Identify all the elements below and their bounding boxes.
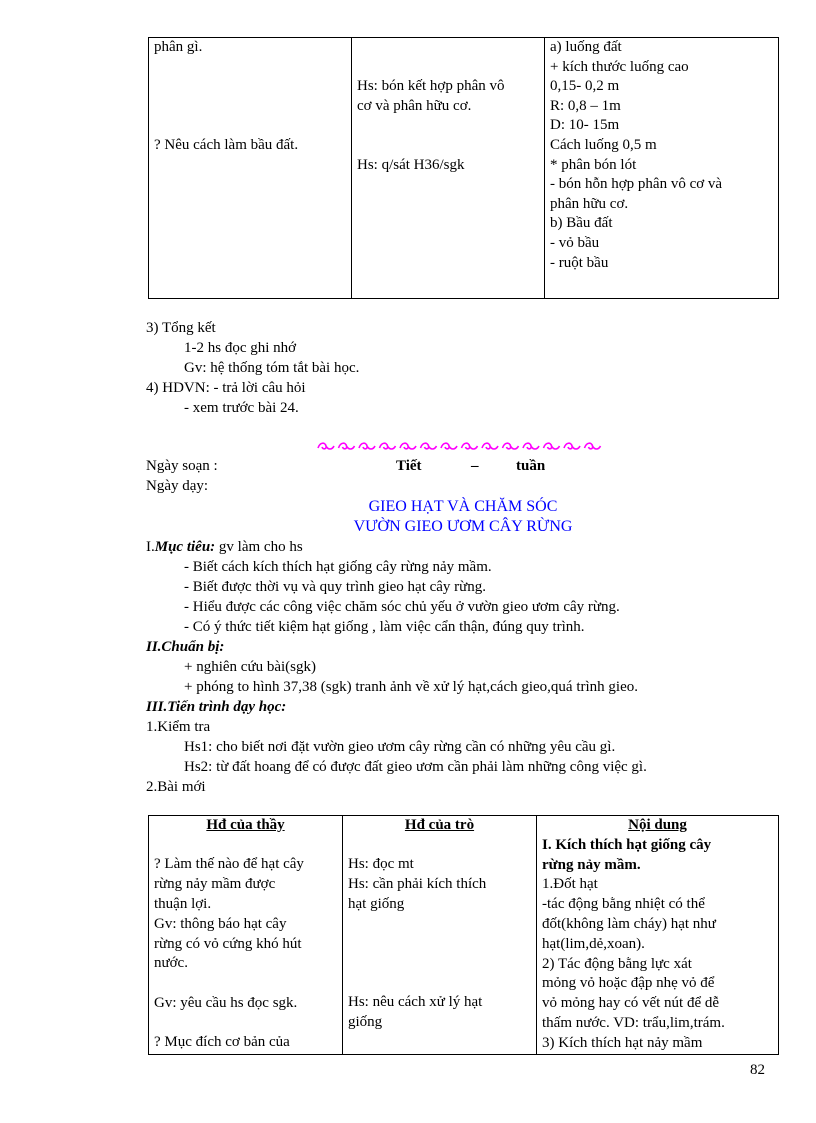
content-cell xyxy=(537,816,779,1055)
objective-item: - Có ý thức tiết kiệm hạt giống , làm việc cẩn thận, đúng quy trình. xyxy=(184,619,585,635)
date-prepared-label: Ngày soạn : xyxy=(146,458,218,474)
ornament-swirl xyxy=(544,443,560,449)
summary-section xyxy=(146,318,359,418)
teacher-line: ? Mục đích cơ bản của xyxy=(154,1034,290,1051)
homework-line: - xem trước bài 24. xyxy=(184,400,299,416)
ornament-swirl xyxy=(421,443,437,449)
content-line: a) luống đất xyxy=(550,39,622,55)
content-line: vỏ mỏng hay có vết nút để dễ xyxy=(542,995,720,1012)
student-line: hạt giống xyxy=(348,895,405,912)
objectives-prefix: I. xyxy=(146,539,155,555)
ornament-swirl xyxy=(585,443,601,449)
content-line: b) Bầu đất xyxy=(550,215,613,232)
summary-line: 1-2 hs đọc ghi nhớ xyxy=(184,340,297,356)
teacher-line: ? Làm thế nào để hạt cây xyxy=(154,856,304,873)
homework-heading: 4) HDVN: - trả lời câu hỏi xyxy=(146,380,306,396)
ornament-swirl xyxy=(462,443,478,449)
check-question: Hs2: từ đất hoang để có được đất gieo ươm cần phải làm những công việc gì. xyxy=(184,759,647,775)
content-line: phân hữu cơ. xyxy=(550,195,629,212)
content-line: - ruột bầu xyxy=(550,254,609,271)
period-label: Tiết xyxy=(396,458,422,474)
activity-table xyxy=(148,815,779,1055)
new-lesson-heading: 2.Bài mới xyxy=(146,779,206,795)
content-line: đốt(không làm cháy) hạt như xyxy=(542,915,716,932)
content-line: -tác động bằng nhiệt có thể xyxy=(542,896,705,913)
teacher-line xyxy=(154,58,346,78)
content-line: R: 0,8 – 1m xyxy=(550,97,621,114)
content-line: hạt(lim,dẻ,xoan). xyxy=(542,935,645,952)
student-line: giống xyxy=(348,1013,383,1030)
ornament-swirl xyxy=(380,443,396,449)
ornament-swirl xyxy=(400,443,416,449)
date-taught-label: Ngày dạy: xyxy=(146,478,209,494)
lesson-title-line: VƯỜN GIEO ƯƠM CÂY RỪNG xyxy=(353,518,573,535)
ornament-swirl xyxy=(523,443,539,449)
teacher-line: ? Nêu cách làm bầu đất. xyxy=(154,136,299,153)
content-line: 3) Kích thích hạt nảy mầm xyxy=(542,1034,703,1051)
ornament-swirl xyxy=(339,443,355,449)
teacher-line xyxy=(154,1014,337,1034)
teacher-line: rừng có vỏ cứng khó hút xyxy=(154,935,302,952)
lesson-title xyxy=(148,497,778,537)
teacher-line xyxy=(154,836,337,856)
content-line: D: 10- 15m xyxy=(550,117,620,134)
ornament-swirl xyxy=(318,443,334,449)
student-line: cơ và phân hữu cơ. xyxy=(357,97,472,114)
objectives-label: Mục tiêu: xyxy=(154,539,216,555)
preparation-item: + nghiên cứu bài(sgk) xyxy=(184,659,316,675)
week-label: tuần xyxy=(516,458,546,474)
teacher-line: Gv: yêu cầu hs đọc sgk. xyxy=(154,994,298,1011)
content-line: 2) Tác động bằng lực xát xyxy=(542,955,692,972)
teacher-activity-cell xyxy=(149,38,352,299)
ornament-swirl xyxy=(503,443,519,449)
student-line xyxy=(348,1033,531,1053)
teacher-line: rừng nảy mầm được xyxy=(154,876,276,893)
student-activity-cell xyxy=(352,38,545,299)
ornament-swirl xyxy=(564,443,580,449)
content-line: Cách luống 0,5 m xyxy=(550,136,657,153)
teacher-line xyxy=(154,974,337,994)
check-question: Hs1: cho biết nơi đặt vườn gieo ươm cây rừng cần có những yêu cầu gì. xyxy=(184,739,616,755)
student-line xyxy=(357,136,539,156)
summary-line: Gv: hệ thống tóm tắt bài học. xyxy=(184,360,360,376)
student-line: Hs: bón kết hợp phân vô xyxy=(357,78,505,95)
decorative-divider xyxy=(314,438,604,454)
summary-heading: 3) Tổng kết xyxy=(146,320,216,336)
period-dash: – xyxy=(471,458,479,474)
process-label: III.Tiến trình dạy học: xyxy=(146,699,287,715)
column-header: Hđ của trò xyxy=(404,817,475,833)
lesson-title-line: GIEO HẠT VÀ CHĂM SÓC xyxy=(368,498,558,515)
student-line xyxy=(348,934,531,954)
content-line: * phân bón lót xyxy=(550,156,637,173)
teacher-line: thuận lợi. xyxy=(154,895,212,912)
content-line: + kích thước luống cao xyxy=(550,58,689,75)
ornament-swirl xyxy=(482,443,498,449)
preparation-label: II.Chuẩn bị: xyxy=(146,639,225,655)
content-line: 0,15- 0,2 m xyxy=(550,78,620,95)
teacher-activity-cell xyxy=(149,816,343,1055)
objectives-section xyxy=(146,537,786,637)
teacher-line: Gv: thông báo hạt cây xyxy=(154,915,287,932)
content-line: mỏng vỏ hoặc đập nhẹ vỏ để xyxy=(542,975,715,992)
teacher-line: phân gì. xyxy=(154,39,203,55)
ornament-swirl xyxy=(359,443,375,449)
objective-item: - Biết cách kích thích hạt giống cây rừng nảy mầm. xyxy=(184,559,492,575)
student-line xyxy=(348,836,531,856)
content-line: - vỏ bầu xyxy=(550,234,600,251)
content-cell xyxy=(545,38,779,299)
preparation-item: + phóng to hình 37,38 (sgk) tranh ảnh về xử lý hạt,cách gieo,quá trình gieo. xyxy=(184,679,638,695)
student-line xyxy=(348,915,531,935)
objectives-intro: gv làm cho hs xyxy=(215,539,303,555)
check-heading: 1.Kiểm tra xyxy=(146,719,211,735)
student-line xyxy=(357,38,539,58)
ornament-swirl xyxy=(441,443,457,449)
section-heading-line: I. Kích thích hạt giống cây xyxy=(542,836,712,853)
student-line: Hs: cần phải kích thích xyxy=(348,876,487,893)
teacher-line xyxy=(154,77,346,97)
process-section xyxy=(146,697,786,797)
student-line xyxy=(357,58,539,78)
column-header: Hđ của thầy xyxy=(206,817,285,833)
student-line: Hs: q/sát H36/sgk xyxy=(357,156,465,173)
student-line: Hs: nêu cách xử lý hạt xyxy=(348,994,483,1011)
content-line: thấm nước. VD: trẩu,lim,trám. xyxy=(542,1014,725,1031)
lesson-header xyxy=(146,456,786,496)
page-number: 82 xyxy=(750,1062,765,1078)
student-line xyxy=(348,974,531,994)
content-line: - bón hỗn hợp phân vô cơ và xyxy=(550,176,723,193)
teacher-line xyxy=(154,97,346,117)
objective-item: - Hiểu được các công việc chăm sóc chủ yếu ở vườn gieo ươm cây rừng. xyxy=(184,599,620,615)
teacher-line: nước. xyxy=(154,955,188,972)
student-activity-cell xyxy=(343,816,537,1055)
objective-item: - Biết được thời vụ và quy trình gieo hạt cây rừng. xyxy=(184,579,487,595)
continued-lesson-table xyxy=(148,37,779,299)
student-line xyxy=(357,116,539,136)
content-line: 1.Đốt hạt xyxy=(542,876,598,893)
student-line: Hs: đọc mt xyxy=(348,856,414,873)
section-heading-line: rừng nảy mầm. xyxy=(542,856,641,873)
preparation-section xyxy=(146,637,786,697)
student-line xyxy=(348,954,531,974)
column-header: Nội dung xyxy=(628,817,687,833)
teacher-line xyxy=(154,116,346,136)
